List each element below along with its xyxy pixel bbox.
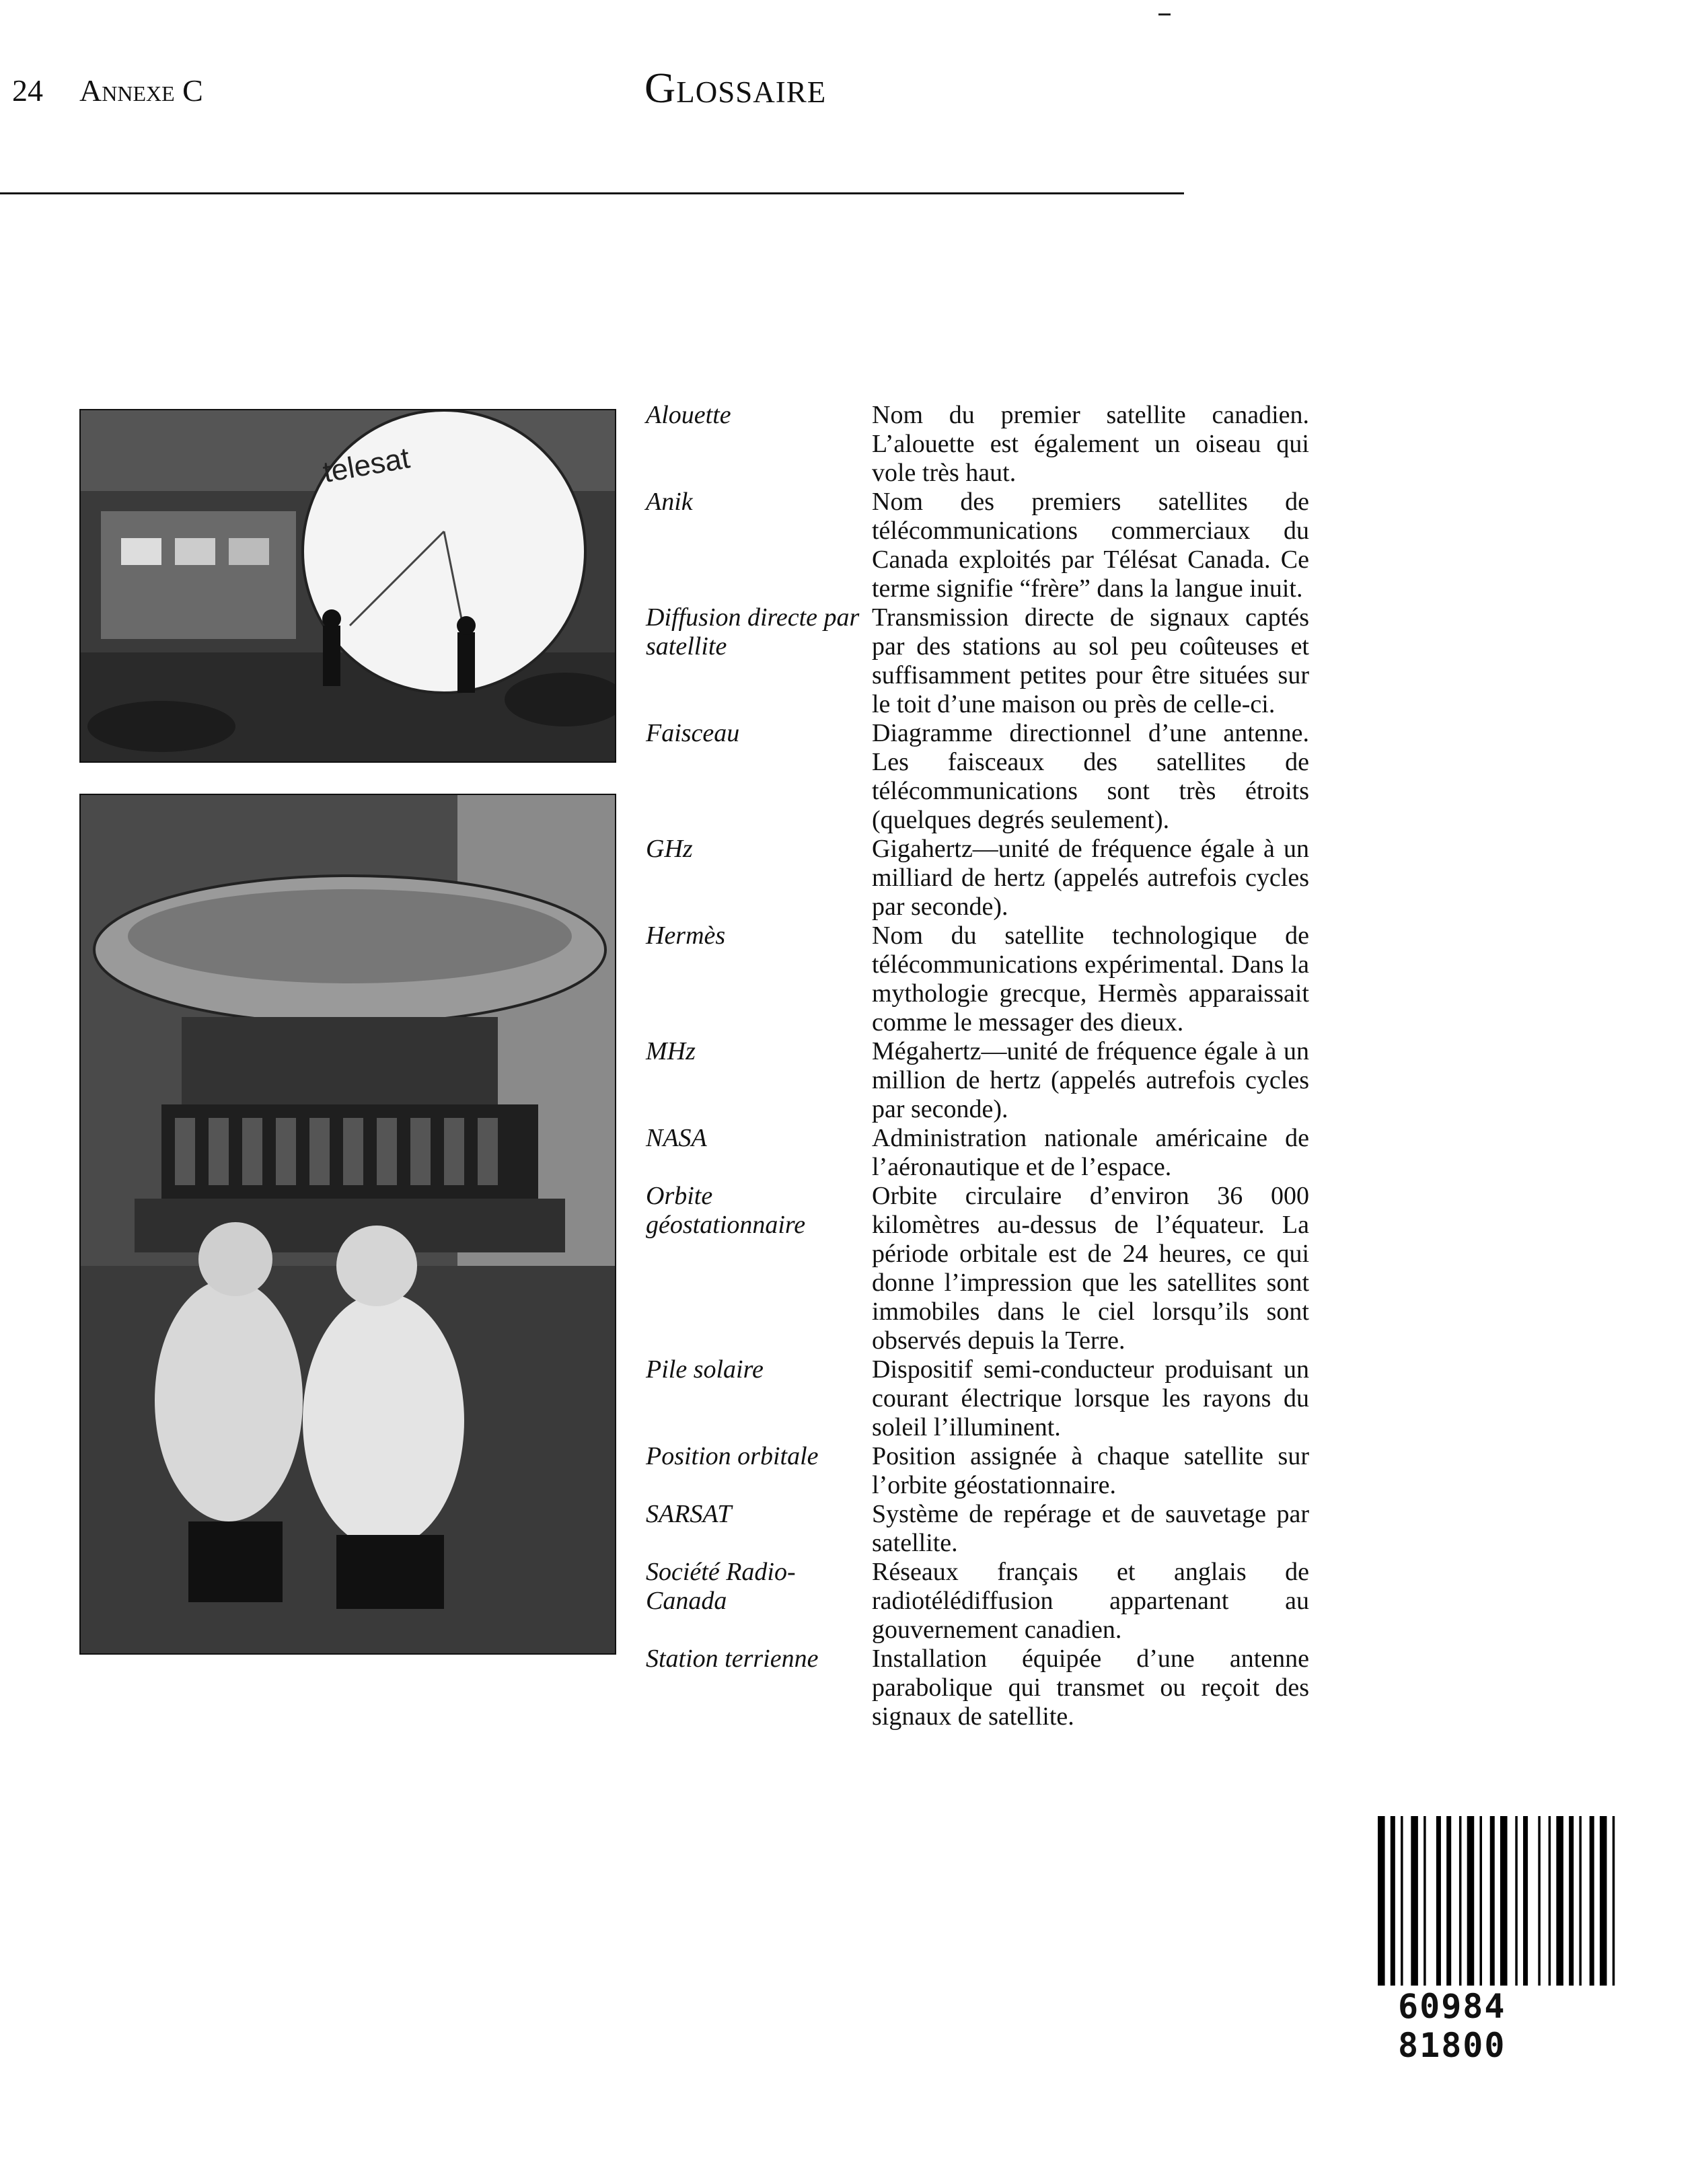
barcode-bar [1411,1816,1418,1986]
barcode-bar [1538,1816,1541,1986]
barcode-bar [1446,1816,1451,1986]
barcode-bar [1378,1816,1385,1986]
glossary-term: Société Radio-Canada [646,1558,796,1615]
glossary-entry [646,1037,1312,1124]
assembly-photo-illustration [81,795,615,1653]
glossary-definition: Position assignée à chaque satellite sur l’orbite géostationnaire. [872,1442,1309,1499]
glossary-definition: Transmission directe de signaux captés par des stations au sol peu coûteuses et suffisamment petites pour être situées sur le toit d’une maison ou près de celle-ci. [872,603,1309,718]
barcode-bar [1590,1816,1594,1986]
glossary-entry [646,1558,1312,1645]
glossary-term: SARSAT [646,1500,732,1528]
barcode-bar [1467,1816,1475,1986]
barcode-bar [1569,1816,1574,1986]
barcode-bar [1424,1816,1426,1986]
barcode-bar [1459,1816,1462,1986]
barcode-bars [1378,1816,1623,1986]
glossary-term: Hermès [646,921,726,950]
page-number: 24 [12,73,43,108]
glossary-term: Orbite géostationnaire [646,1182,806,1239]
glossary-entry [646,488,1312,603]
glossary-term: GHz [646,835,693,863]
glossary-entry [646,1442,1312,1500]
glossary-term: Position orbitale [646,1442,819,1470]
glossary-entry [646,1355,1312,1442]
barcode-bar [1500,1816,1508,1986]
glossary-entry [646,719,1312,835]
glossary-entry [646,921,1312,1037]
barcode-bar [1436,1816,1441,1986]
glossary-term: Anik [646,488,693,516]
scan-mark [1158,13,1171,15]
glossary-term: Faisceau [646,719,740,747]
glossary-term: Pile solaire [646,1355,764,1384]
barcode-bar [1401,1816,1403,1986]
glossary-term: Diffusion directe par satellite [646,603,860,661]
glossary-definition: Orbite circulaire d’environ 36 000 kilomètres au-dessus de l’équateur. La période orbitale est de 24 heures, ce qui donne l’impression que les satellites sont immobiles dans le ciel lorsqu’ils sont observés depuis la Terre. [872,1182,1309,1355]
dish-photo-illustration [81,410,615,761]
barcode-bar [1556,1816,1563,1986]
glossary-definition: Nom du satellite technologique de télécommunications expérimental. Dans la mythologie grecque, Hermès apparaissait comme le messager des dieux. [872,921,1309,1037]
glossary-entry [646,1500,1312,1558]
glossary-term: MHz [646,1037,696,1065]
glossary-definition: Mégahertz—unité de fréquence égale à un million de hertz (appelés autrefois cycles par seconde). [872,1037,1309,1123]
barcode-bar [1490,1816,1495,1986]
glossary-definition: Administration nationale américaine de l’aéronautique et de l’espace. [872,1124,1309,1181]
glossary-definition: Réseaux français et anglais de radiotélédiffusion appartenant au gouvernement canadien. [872,1558,1309,1644]
page-header [0,61,1184,141]
glossary-definition: Nom des premiers satellites de télécommunications commerciaux du Canada exploités par Télésat Canada. Ce terme signifie “frère” dans la langue inuit. [872,488,1309,603]
svg-text:telesat: telesat [320,441,412,490]
annex-label: Annexe C [79,73,203,108]
photo-satellite-assembly [79,794,616,1655]
barcode-bar [1579,1816,1582,1986]
glossary-term: Alouette [646,401,731,429]
glossary-definition: Gigahertz—unité de fréquence égale à un milliard de hertz (appelés autrefois cycles par seconde). [872,835,1309,921]
glossary-entry [646,835,1312,921]
glossary-entry [646,1124,1312,1182]
barcode [1371,1816,1629,2065]
glossary-definition: Installation équipée d’une antenne parabolique qui transmet ou reçoit des signaux de satellite. [872,1645,1309,1731]
barcode-bar [1523,1816,1528,1986]
glossary-definition: Diagramme directionnel d’une antenne. Les faisceaux des satellites de télécommunications sont très étroits (quelques degrés seulement). [872,719,1309,834]
glossary-entry [646,401,1312,488]
barcode-bar [1479,1816,1482,1986]
barcode-bar [1600,1816,1607,1986]
glossary-definition: Système de repérage et de sauvetage par satellite. [872,1500,1309,1557]
barcode-number: 60984 81800 [1398,1987,1506,2065]
header-rule [0,192,1184,194]
glossary-definition: Nom du premier satellite canadien. L’alouette est également un oiseau qui vole très haut. [872,401,1309,487]
page-title: Glossaire [644,64,827,112]
glossary-term: Station terrienne [646,1645,819,1673]
glossary-term: NASA [646,1124,707,1152]
glossary-definition: Dispositif semi-conducteur produisant un courant électrique lorsque les rayons du soleil l’illuminent. [872,1355,1309,1441]
photo-telesat-dish [79,409,616,763]
barcode-bar [1549,1816,1551,1986]
barcode-bar [1613,1816,1615,1986]
glossary-list [646,401,1312,1731]
glossary-entry [646,603,1312,719]
glossary-entry [646,1182,1312,1355]
barcode-bar [1515,1816,1518,1986]
glossary-entry [646,1645,1312,1731]
barcode-bar [1391,1816,1395,1986]
